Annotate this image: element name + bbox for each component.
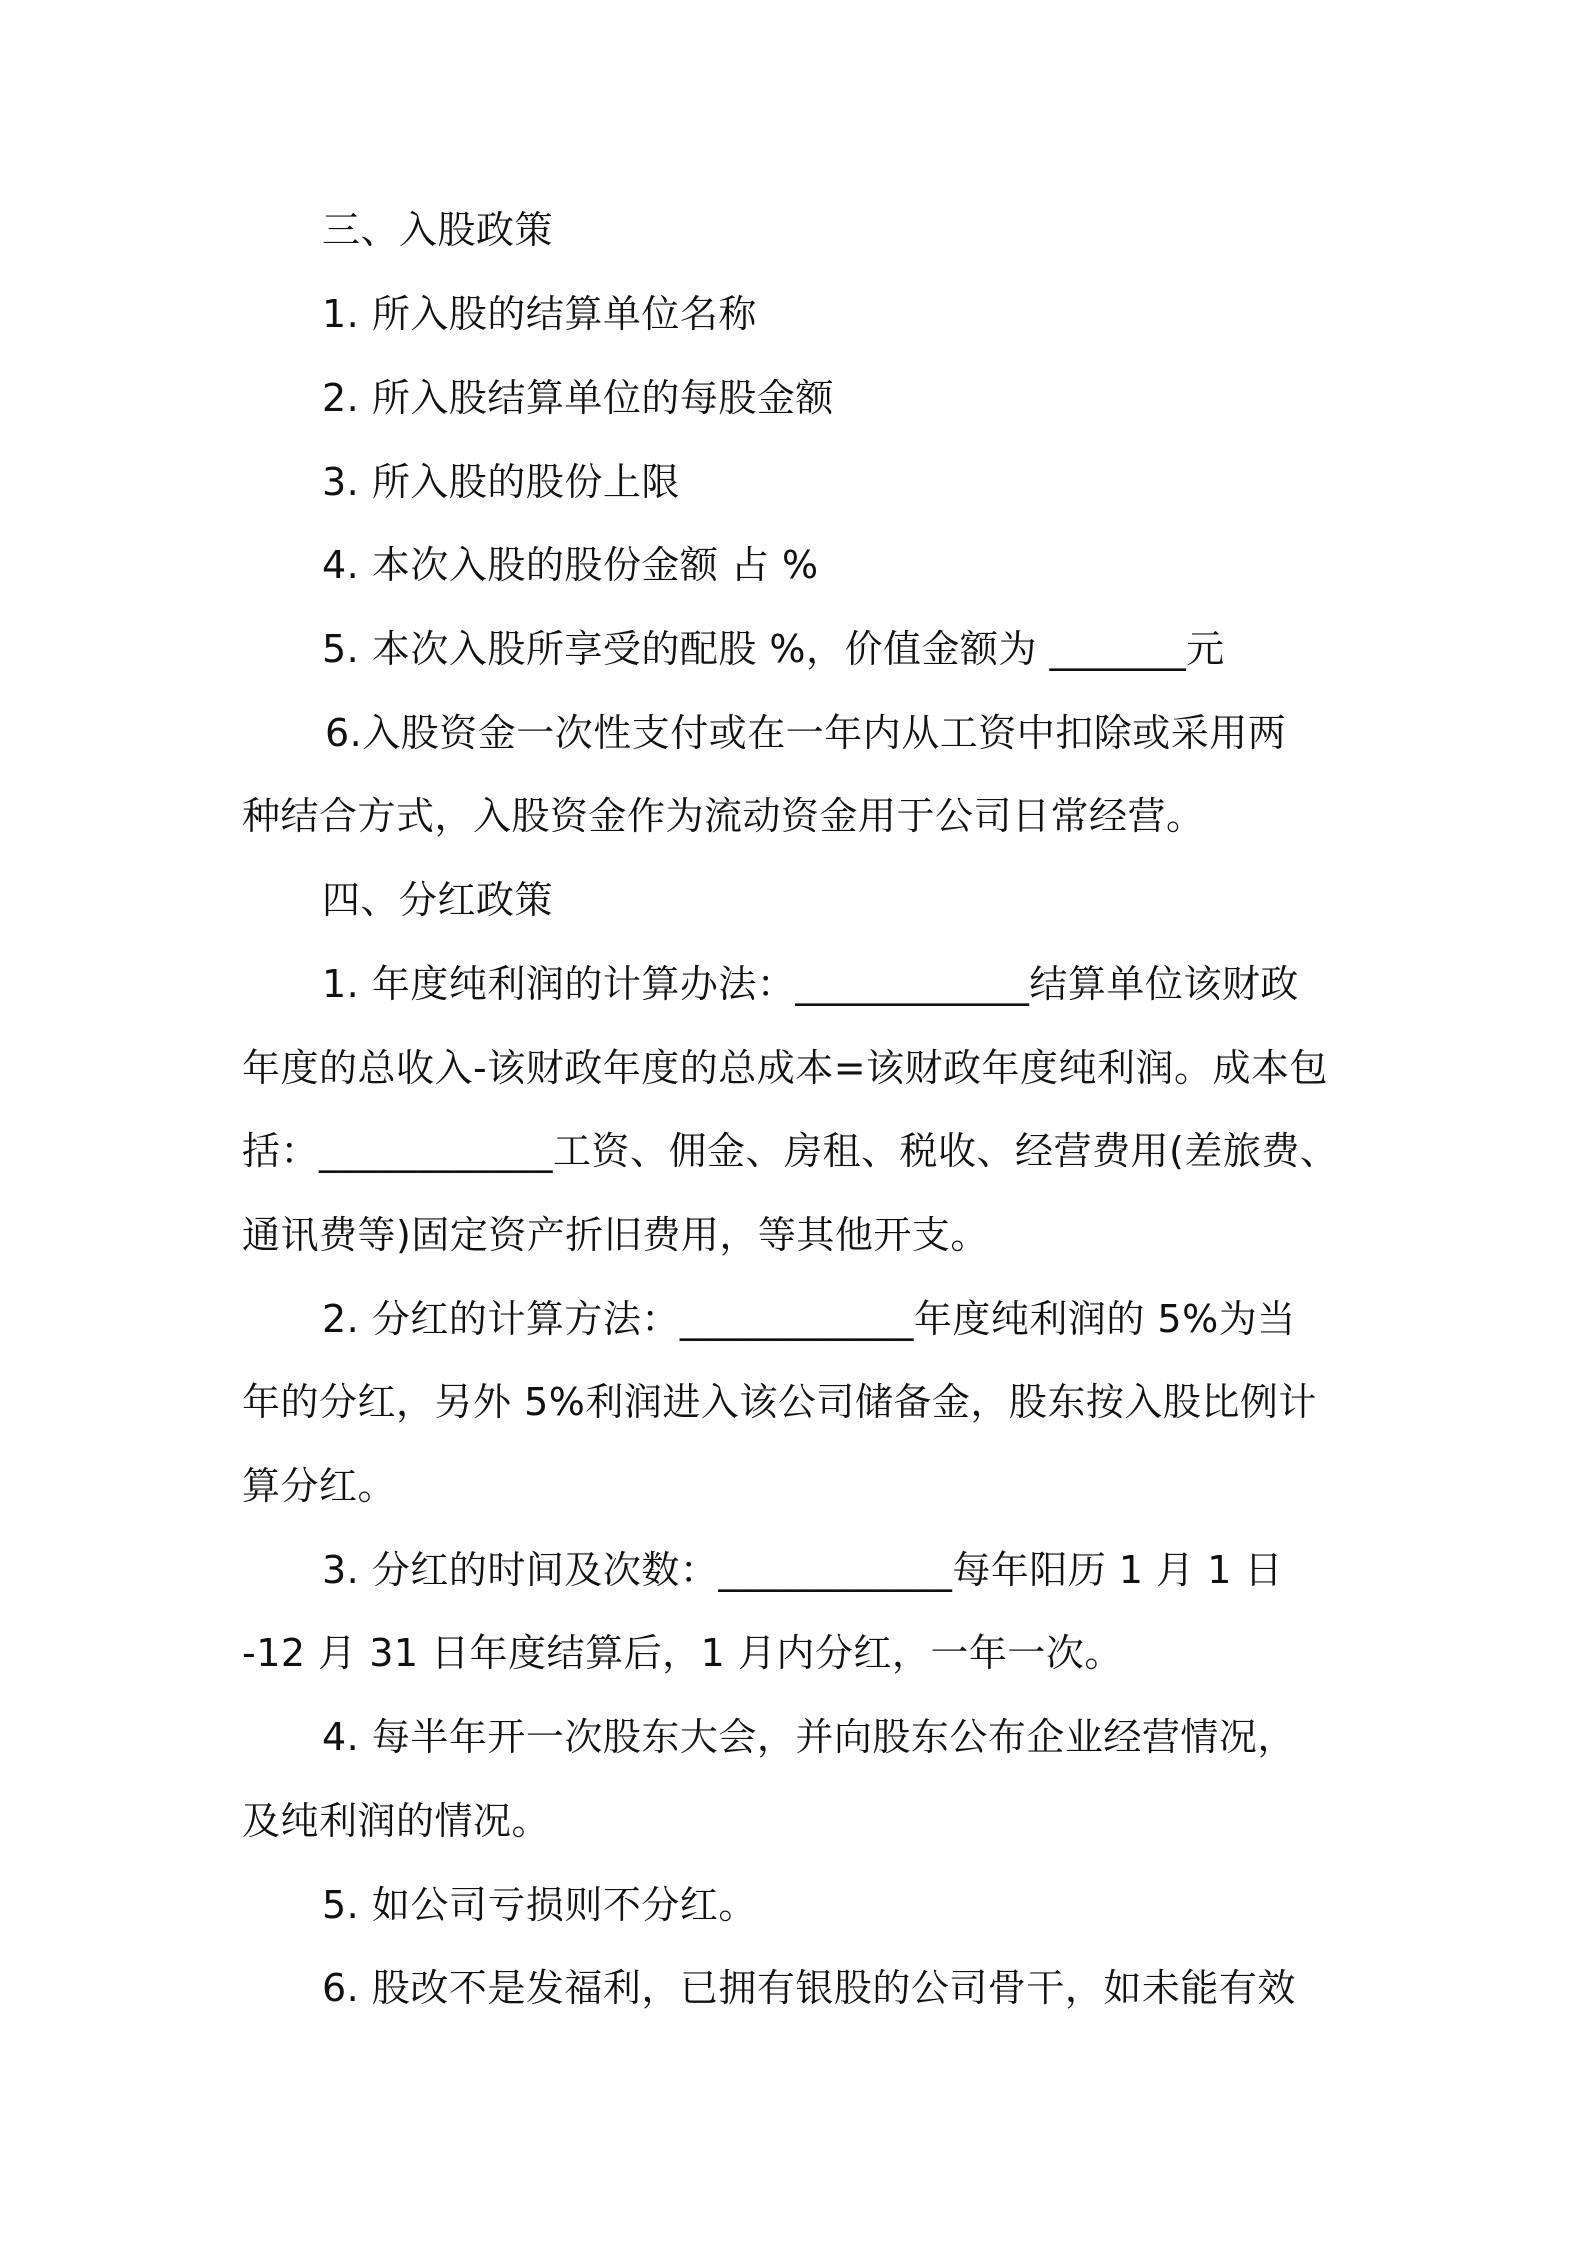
paragraph-line: 通讯费等)固定资产折旧费用，等其他开支。 <box>242 1213 989 1257</box>
paragraph-line: 年的分红，另外 5%利润进入该公司储备金，股东按入股比例计 <box>242 1380 1317 1424</box>
paragraph-line: 4. 本次入股的股份金额 占 % <box>322 543 819 587</box>
section-heading-shareholding-policy: 三、入股政策 <box>322 208 554 252</box>
paragraph-line: 年度的总收入-该财政年度的总成本=该财政年度纯利润。成本包 <box>242 1046 1329 1090</box>
paragraph-line: 5. 如公司亏损则不分红。 <box>322 1883 757 1927</box>
paragraph-line: 1. 所入股的结算单位名称 <box>322 292 757 336</box>
paragraph-line: 算分红。 <box>242 1464 397 1508</box>
paragraph-line: -12 月 31 日年度结算后，1 月内分红，一年一次。 <box>242 1631 1123 1675</box>
section-heading-dividend-policy: 四、分红政策 <box>322 878 554 922</box>
paragraph-line: 1. 年度纯利润的计算办法：____________结算单位该财政 <box>322 962 1299 1006</box>
paragraph-line: 括：____________工资、佣金、房租、税收、经营费用(差旅费、 <box>242 1129 1339 1173</box>
paragraph-line: 2. 分红的计算方法：____________年度纯利润的 5%为当 <box>322 1297 1296 1341</box>
paragraph-line: 6.入股资金一次性支付或在一年内从工资中扣除或采用两 <box>325 711 1287 755</box>
paragraph-line: 种结合方式，入股资金作为流动资金用于公司日常经营。 <box>242 794 1205 838</box>
paragraph-line: 及纯利润的情况。 <box>242 1799 551 1843</box>
paragraph-line: 5. 本次入股所享受的配股 %，价值金额为 _______元 <box>322 627 1225 671</box>
paragraph-line: 2. 所入股结算单位的每股金额 <box>322 376 834 420</box>
paragraph-line: 4. 每半年开一次股东大会，并向股东公布企业经营情况， <box>322 1715 1296 1759</box>
paragraph-line: 3. 所入股的股份上限 <box>322 460 680 504</box>
paragraph-line: 6. 股改不是发福利，已拥有银股的公司骨干，如未能有效 <box>322 1966 1296 2010</box>
paragraph-line: 3. 分红的时间及次数：____________每年阳历 1 月 1 日 <box>322 1548 1284 1592</box>
